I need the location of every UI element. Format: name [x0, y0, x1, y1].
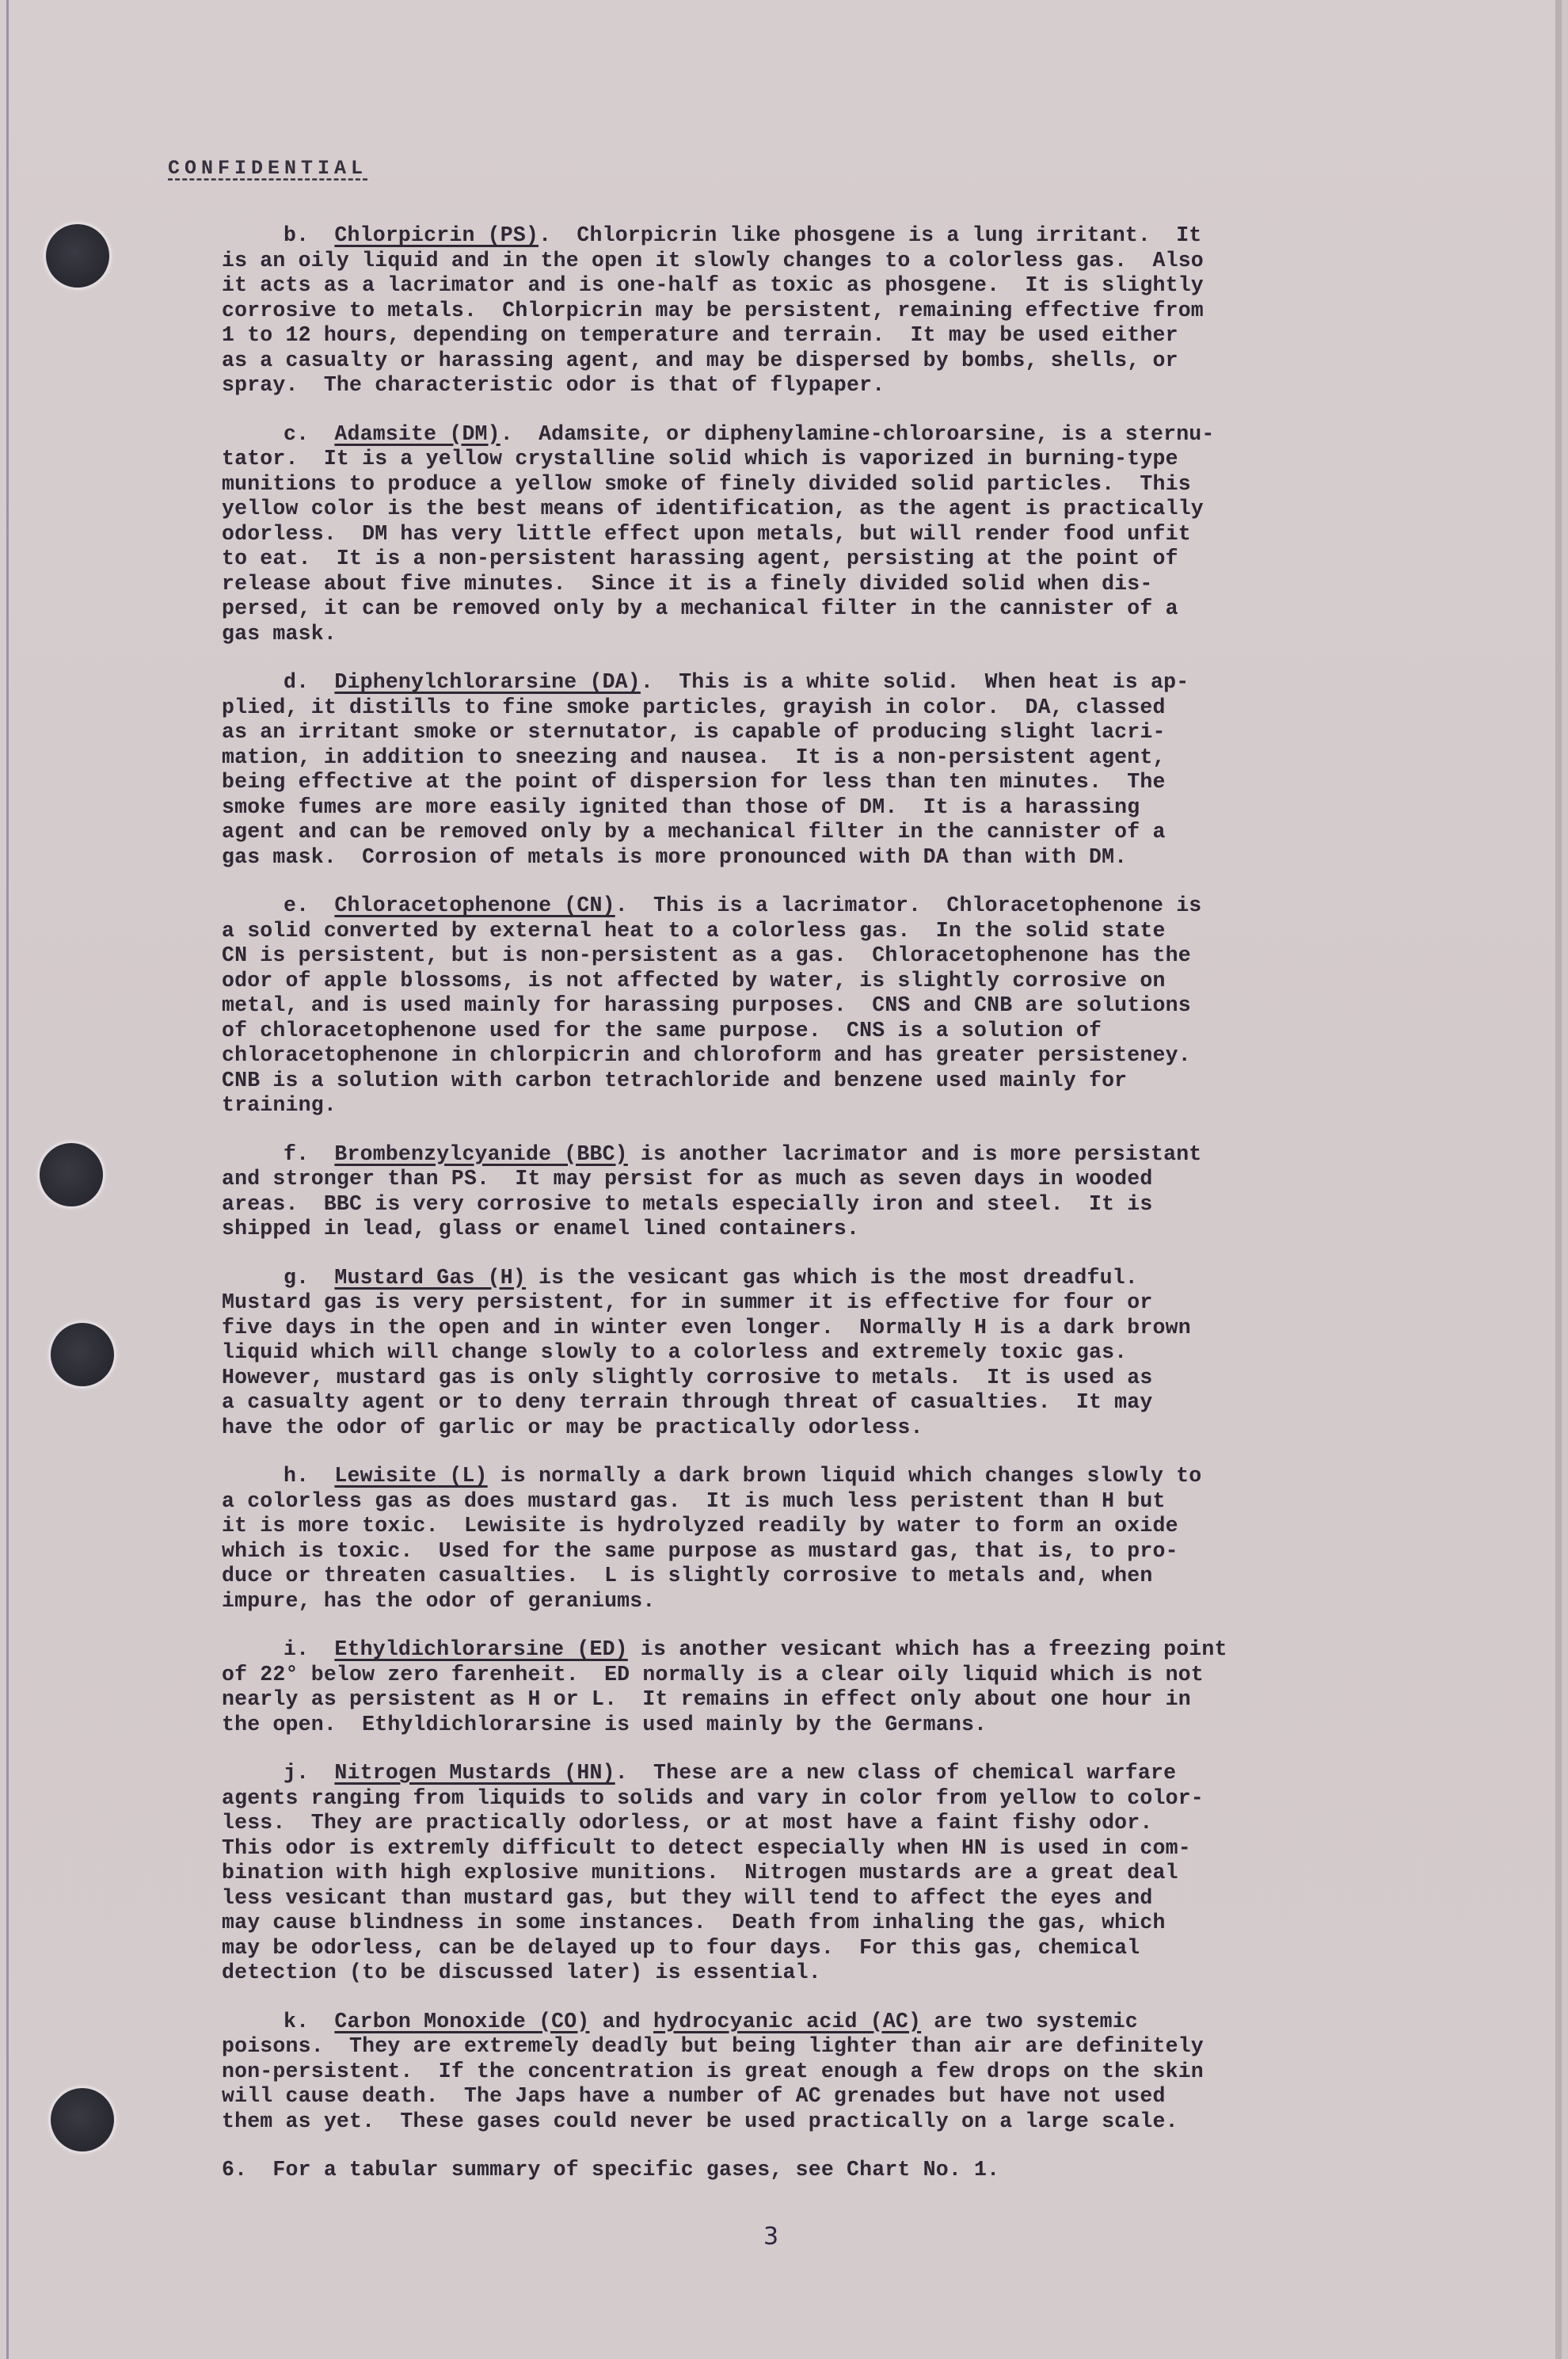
section-paragraph-d	[222, 670, 1378, 870]
text-line: However, mustard gas is only slightly corrosive to metals. It is used as	[222, 1365, 1153, 1389]
text-run: . This is a white solid. When heat is ap-	[640, 670, 1189, 694]
text-line: release about five minutes. Since it is a finely divided solid when dis-	[222, 571, 1153, 596]
section-label: c.	[284, 421, 335, 446]
text-line: gas mask. Corrosion of metals is more pronounced with DA than with DM.	[222, 844, 1128, 869]
section-paragraph-c	[222, 422, 1378, 647]
text-line: less vesicant than mustard gas, but they will tend to affect the eyes and	[222, 1885, 1153, 1910]
text-line: nearly as persistent as H or L. It remains in effect only about one hour in	[222, 1687, 1191, 1711]
punch-hole-icon	[51, 2088, 114, 2151]
text-line: being effective at the point of dispersion for less than ten minutes. The	[222, 770, 1166, 794]
text-line: shipped in lead, glass or enamel lined containers.	[222, 1217, 860, 1240]
text-line: impure, has the odor of geraniums.	[222, 1588, 656, 1613]
text-line	[222, 1761, 1378, 1786]
text-line: as a casualty or harassing agent, and may be dispersed by bombs, shells, or	[222, 348, 1178, 372]
punch-hole-icon	[46, 224, 109, 288]
text-line: liquid which will change slowly to a colorless and extremely toxic gas.	[222, 1340, 1128, 1364]
page-right-edge	[1555, 0, 1562, 2359]
text-line: smoke fumes are more easily ignited than those of DM. It is a harassing	[222, 795, 1140, 819]
text-line: This odor is extremly difficult to detect especially when HN is used in com-	[222, 1835, 1191, 1860]
classification-header: CONFIDENTIAL	[168, 157, 368, 180]
section-paragraph-f	[222, 1142, 1378, 1242]
section-label: k.	[284, 2009, 335, 2033]
text-run: are two systemic	[921, 2009, 1138, 2033]
text-line: agent and can be removed only by a mechanical filter in the cannister of a	[222, 820, 1166, 844]
text-line: will cause death. The Japs have a number of AC grenades but have not used	[222, 2084, 1166, 2108]
section-label: i.	[284, 1637, 335, 1661]
text-line	[222, 670, 1378, 696]
text-line: it acts as a lacrimator and is one-half as toxic as phosgene. It is slightly	[222, 273, 1204, 297]
section-paragraph-g	[222, 1266, 1378, 1441]
text-run: . Adamsite, or diphenylamine-chloroarsine, is a sternu-	[500, 421, 1215, 446]
text-line: mation, in addition to sneezing and nausea. It is a non-persistent agent,	[222, 745, 1166, 769]
section-term: Adamsite (DM)	[334, 421, 500, 446]
section-term: Chlorpicrin (PS)	[334, 223, 539, 247]
text-line: agents ranging from liquids to solids and vary in color from yellow to color-	[222, 1785, 1204, 1810]
section-paragraph-i	[222, 1637, 1378, 1737]
text-line: them as yet. These gases could never be used practically on a large scale.	[222, 2109, 1178, 2133]
text-run: is normally a dark brown liquid which changes slowly to	[487, 1464, 1202, 1488]
text-line	[222, 894, 1378, 919]
text-line: is an oily liquid and in the open it slowly changes to a colorless gas. Also	[222, 248, 1204, 272]
section-paragraph-k	[222, 2010, 1378, 2135]
text-line: may be odorless, can be delayed up to four days. For this gas, chemical	[222, 1935, 1140, 1960]
section-term: Nitrogen Mustards (HN)	[334, 1761, 615, 1785]
text-line: five days in the open and in winter even longer. Normally H is a dark brown	[222, 1315, 1191, 1340]
text-line: a casualty agent or to deny terrain through threat of casualties. It may	[222, 1390, 1153, 1414]
section-term: Carbon Monoxide (CO)	[334, 2009, 590, 2033]
text-line	[222, 1637, 1378, 1663]
section-term: Mustard Gas (H)	[334, 1265, 526, 1290]
text-line: areas. BBC is very corrosive to metals especially iron and steel. It is	[222, 1191, 1153, 1216]
text-line: detection (to be discussed later) is essential.	[222, 1961, 821, 1984]
text-line: a colorless gas as does mustard gas. It is much less peristent than H but	[222, 1488, 1166, 1513]
document-body	[222, 223, 1378, 2207]
text-line: as an irritant smoke or sternutator, is capable of producing slight lacri-	[222, 720, 1166, 744]
text-line: gas mask.	[222, 621, 337, 646]
text-line	[222, 1142, 1378, 1168]
text-run: is the vesicant gas which is the most dreadful.	[525, 1265, 1138, 1290]
text-line	[222, 1464, 1378, 1489]
text-line: the open. Ethyldichlorarsine is used mainly by the Germans.	[222, 1712, 988, 1736]
text-line: may cause blindness in some instances. Death from inhaling the gas, which	[222, 1911, 1166, 1934]
text-line: poisons. They are extremely deadly but being lighter than air are definitely	[222, 2034, 1204, 2058]
text-line: have the odor of garlic or may be practically odorless.	[222, 1415, 923, 1439]
text-line: chloracetophenone in chlorpicrin and chloroform and has greater persisteney.	[222, 1043, 1191, 1067]
text-line: CNB is a solution with carbon tetrachloride and benzene used mainly for	[222, 1068, 1128, 1092]
text-line: training.	[222, 1093, 337, 1117]
section-term: Ethyldichlorarsine (ED)	[334, 1637, 628, 1661]
section-label: j.	[284, 1761, 335, 1785]
text-line: duce or threaten casualties. L is slightly corrosive to metals and, when	[222, 1564, 1153, 1587]
section-label: f.	[284, 1141, 335, 1166]
section-label: d.	[284, 670, 335, 694]
text-run: is another vesicant which has a freezing point	[627, 1637, 1227, 1661]
section-paragraph-e	[222, 894, 1378, 1119]
text-run: . This is a lacrimator. Chloracetophenone is	[615, 894, 1202, 917]
section-term: Brombenzylcyanide (BBC)	[334, 1141, 628, 1166]
text-line: which is toxic. Used for the same purpose as mustard gas, that is, to pro-	[222, 1538, 1178, 1563]
text-run: is another lacrimator and is more persistant	[627, 1141, 1202, 1166]
section-label: b.	[284, 223, 335, 247]
page-left-edge	[6, 0, 9, 2359]
text-line: persed, it can be removed only by a mechanical filter in the cannister of a	[222, 596, 1178, 620]
text-line: less. They are practically odorless, or at most have a faint fishy odor.	[222, 1811, 1153, 1835]
text-line	[222, 422, 1378, 448]
text-line: odor of apple blossoms, is not affected by water, is slightly corrosive on	[222, 968, 1166, 993]
section-paragraph-b	[222, 223, 1378, 398]
text-line: plied, it distills to fine smoke particles, grayish in color. DA, classed	[222, 695, 1166, 719]
text-line: spray. The characteristic odor is that of flypaper.	[222, 373, 885, 397]
text-line	[222, 1266, 1378, 1291]
text-line: corrosive to metals. Chlorpicrin may be persistent, remaining effective from	[222, 298, 1204, 322]
closing-paragraph: 6. For a tabular summary of specific gases, see Chart No. 1.	[222, 2158, 1000, 2182]
section-paragraph-h	[222, 1464, 1378, 1614]
punch-hole-icon	[40, 1143, 103, 1206]
text-line: of chloracetophenone used for the same purpose. CNS is a solution of	[222, 1018, 1102, 1042]
text-line: munitions to produce a yellow smoke of finely divided solid particles. This	[222, 471, 1191, 496]
punch-hole-icon	[51, 1323, 114, 1386]
section-label: e.	[284, 894, 335, 917]
section-label: h.	[284, 1464, 335, 1488]
section-term: Diphenylchlorarsine (DA)	[334, 670, 641, 694]
section-term-secondary: hydrocyanic acid (AC)	[653, 2009, 922, 2033]
text-line: yellow color is the best means of identification, as the agent is practically	[222, 497, 1204, 520]
text-line: non-persistent. If the concentration is great enough a few drops on the skin	[222, 2059, 1204, 2083]
text-line: to eat. It is a non-persistent harassing agent, persisting at the point of	[222, 547, 1178, 570]
text-line	[222, 223, 1378, 249]
section-term: Chloracetophenone (CN)	[334, 894, 615, 917]
section-term: Lewisite (L)	[334, 1464, 488, 1488]
text-line: odorless. DM has very little effect upon metals, but will render food unfit	[222, 521, 1191, 546]
section-label: g.	[284, 1265, 335, 1290]
text-line: of 22° below zero farenheit. ED normally is a clear oily liquid which is not	[222, 1662, 1204, 1686]
text-line: Mustard gas is very persistent, for in summer it is effective for four or	[222, 1290, 1153, 1314]
text-line: tator. It is a yellow crystalline solid which is vaporized in burning-type	[222, 447, 1178, 471]
text-line: bination with high explosive munitions. Nitrogen mustards are a great deal	[222, 1861, 1178, 1885]
page-number: 3	[763, 2223, 779, 2250]
text-line: metal, and is used mainly for harassing purposes. CNS and CNB are solutions	[222, 993, 1191, 1017]
text-line: it is more toxic. Lewisite is hydrolyzed readily by water to form an oxide	[222, 1514, 1178, 1538]
text-run: . Chlorpicrin like phosgene is a lung irritant. It	[539, 223, 1202, 247]
text-line: 1 to 12 hours, depending on temperature and terrain. It may be used either	[222, 323, 1178, 347]
text-line: and stronger than PS. It may persist for as much as seven days in wooded	[222, 1167, 1153, 1191]
section-paragraph-j	[222, 1761, 1378, 1986]
text-line: a solid converted by external heat to a colorless gas. In the solid state	[222, 918, 1166, 943]
text-line: CN is persistent, but is non-persistent as a gas. Chloracetophenone has the	[222, 943, 1191, 967]
text-run: . These are a new class of chemical warfare	[615, 1761, 1177, 1785]
term-connector: and	[589, 2009, 653, 2033]
text-line	[222, 2010, 1378, 2035]
